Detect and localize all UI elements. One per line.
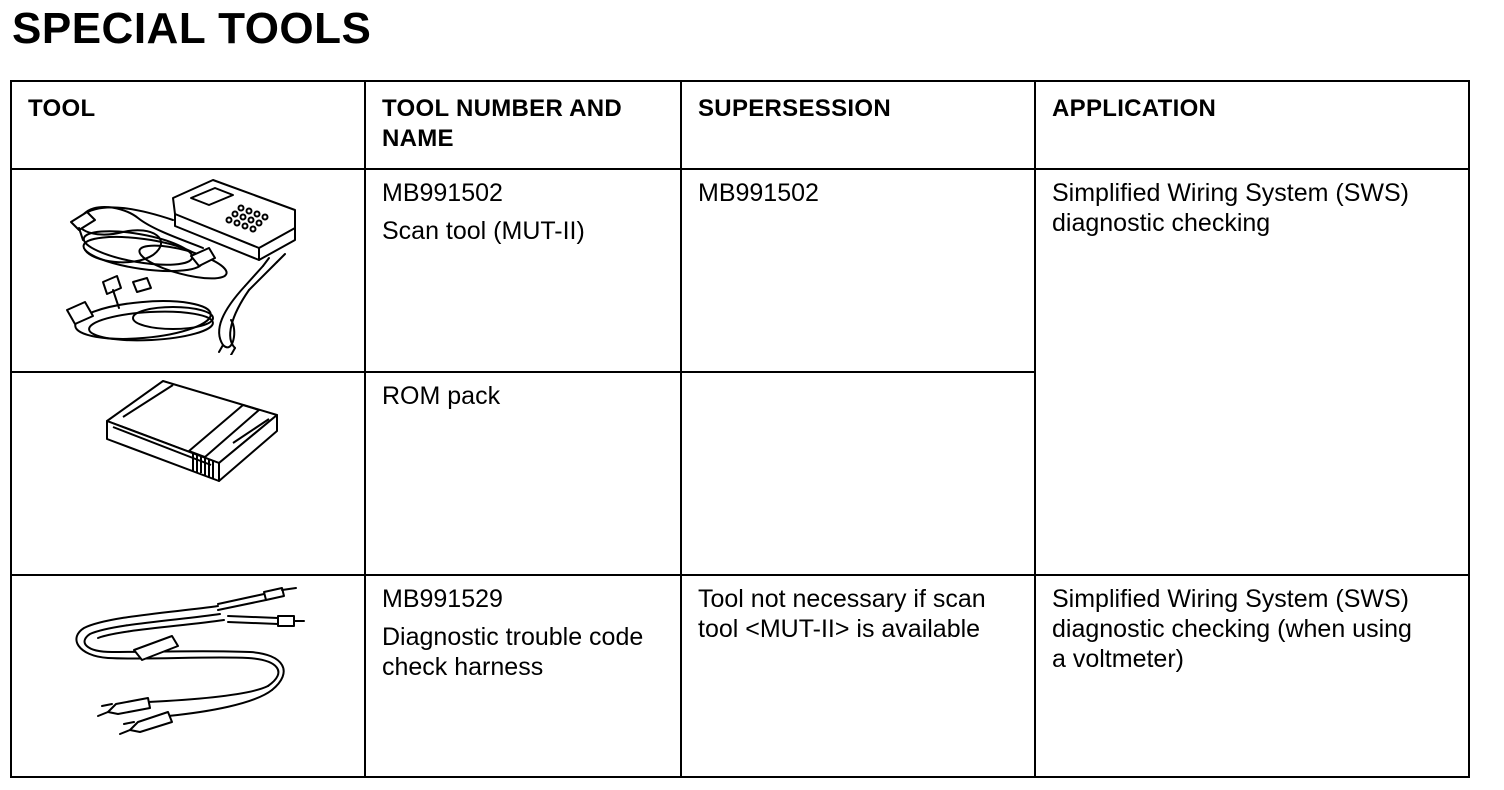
tool-number-name-cell <box>365 372 681 575</box>
rom-pack-illustration <box>93 373 283 493</box>
header-tool-number-name: TOOL NUMBER AND NAME <box>365 81 681 169</box>
special-tools-table <box>10 80 1470 778</box>
tool-image-cell <box>11 169 365 372</box>
application-cell <box>1035 575 1469 777</box>
scan-tool-illustration <box>63 170 313 355</box>
application-text: Simplified Wiring System (SWS) diagnostic checking <box>1052 179 1409 237</box>
supersession-text: MB991502 <box>698 179 819 207</box>
header-supersession: SUPERSESSION <box>681 81 1035 169</box>
header-tool: TOOL <box>11 81 365 169</box>
tool-name: Scan tool (MUT-II) <box>382 217 585 245</box>
tool-image-cell <box>11 372 365 575</box>
tool-image-cell <box>11 575 365 777</box>
supersession-cell <box>681 575 1035 777</box>
application-text: Simplified Wiring System (SWS) diagnostic checking (when using a voltmeter) <box>1052 585 1412 673</box>
page-title: SPECIAL TOOLS <box>12 4 372 53</box>
table-row <box>11 169 1469 372</box>
tool-name: Diagnostic trouble code check harness <box>382 623 644 681</box>
table-header-row <box>11 81 1469 169</box>
supersession-cell <box>681 169 1035 372</box>
supersession-text: Tool not necessary if scan tool <MUT-II> is available <box>698 585 986 643</box>
tool-number-name-cell <box>365 575 681 777</box>
tool-number: MB991529 <box>382 585 503 613</box>
tool-name: ROM pack <box>382 382 501 410</box>
tool-number-name-cell <box>365 169 681 372</box>
supersession-cell <box>681 372 1035 575</box>
table-row <box>11 575 1469 777</box>
application-cell <box>1035 169 1469 575</box>
check-harness-illustration <box>68 576 308 736</box>
header-application: APPLICATION <box>1035 81 1469 169</box>
tool-number: MB991502 <box>382 179 503 207</box>
